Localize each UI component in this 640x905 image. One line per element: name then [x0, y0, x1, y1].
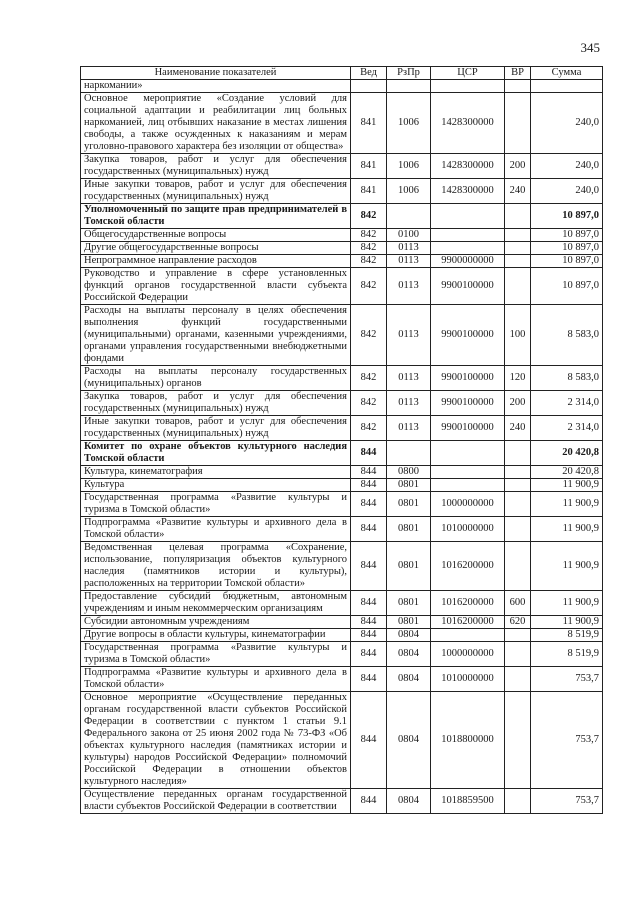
- table-row: [81, 154, 603, 179]
- cell-sum: 753,7: [531, 667, 603, 692]
- cell-name: Расходы на выплаты персоналу государственных (муниципальных) органов: [81, 366, 351, 391]
- cell-ved: 844: [351, 667, 387, 692]
- cell-vr: [505, 93, 531, 154]
- cell-vr: 240: [505, 416, 531, 441]
- page-number: 345: [580, 40, 600, 55]
- header-rzpr: РзПр: [387, 67, 431, 80]
- cell-name: Государственная программа «Развитие культуры и туризма в Томской области»: [81, 492, 351, 517]
- table-row: [81, 692, 603, 789]
- cell-vr: [505, 642, 531, 667]
- cell-csr: [431, 229, 505, 242]
- cell-sum: 11 900,9: [531, 492, 603, 517]
- cell-name: Уполномоченный по защите прав предпринимателей в Томской области: [81, 204, 351, 229]
- cell-vr: [505, 268, 531, 305]
- cell-csr: 9900100000: [431, 366, 505, 391]
- cell-sum: 8 519,9: [531, 629, 603, 642]
- cell-vr: [505, 242, 531, 255]
- cell-name: Непрограммное направление расходов: [81, 255, 351, 268]
- cell-name: Ведомственная целевая программа «Сохранение, использование, популяризация объектов культурного наследия (памятников истории и культуры), расположенных на территории Томской области»: [81, 542, 351, 591]
- table-row: [81, 255, 603, 268]
- cell-rzpr: 0113: [387, 242, 431, 255]
- table-row: [81, 591, 603, 616]
- table-header-row: [81, 67, 603, 80]
- cell-sum: 240,0: [531, 154, 603, 179]
- cell-rzpr: 0804: [387, 789, 431, 814]
- table-row: [81, 305, 603, 366]
- cell-rzpr: 0801: [387, 479, 431, 492]
- cell-csr: 1018859500: [431, 789, 505, 814]
- cell-vr: 620: [505, 616, 531, 629]
- cell-ved: 844: [351, 441, 387, 466]
- cell-csr: 9900100000: [431, 391, 505, 416]
- cell-rzpr: 0113: [387, 255, 431, 268]
- table-row: [81, 479, 603, 492]
- cell-name: Культура: [81, 479, 351, 492]
- cell-ved: 844: [351, 466, 387, 479]
- cell-csr: 9900000000: [431, 255, 505, 268]
- cell-ved: 844: [351, 591, 387, 616]
- cell-name: наркомании»: [81, 80, 351, 93]
- cell-csr: [431, 629, 505, 642]
- cell-sum: 10 897,0: [531, 255, 603, 268]
- table-row: [81, 268, 603, 305]
- cell-vr: [505, 517, 531, 542]
- cell-name: Иные закупки товаров, работ и услуг для обеспечения государственных (муниципальных) нужд: [81, 179, 351, 204]
- cell-ved: 841: [351, 179, 387, 204]
- cell-rzpr: 0801: [387, 492, 431, 517]
- cell-ved: 842: [351, 255, 387, 268]
- cell-csr: 1016200000: [431, 591, 505, 616]
- cell-sum: 11 900,9: [531, 591, 603, 616]
- cell-sum: 20 420,8: [531, 466, 603, 479]
- cell-ved: 842: [351, 268, 387, 305]
- cell-vr: [505, 789, 531, 814]
- cell-vr: 200: [505, 154, 531, 179]
- cell-ved: 844: [351, 789, 387, 814]
- cell-vr: [505, 667, 531, 692]
- cell-csr: [431, 479, 505, 492]
- cell-sum: 8 583,0: [531, 305, 603, 366]
- cell-ved: 844: [351, 479, 387, 492]
- cell-csr: 1016200000: [431, 542, 505, 591]
- cell-sum: 10 897,0: [531, 204, 603, 229]
- table-row: [81, 366, 603, 391]
- cell-name: Предоставление субсидий бюджетным, автономным учреждениям и иным некоммерческим организациям: [81, 591, 351, 616]
- cell-rzpr: 0801: [387, 517, 431, 542]
- cell-sum: 240,0: [531, 93, 603, 154]
- cell-vr: [505, 542, 531, 591]
- table-row: [81, 204, 603, 229]
- table-row: [81, 642, 603, 667]
- cell-ved: 844: [351, 492, 387, 517]
- cell-sum: 10 897,0: [531, 268, 603, 305]
- cell-vr: [505, 441, 531, 466]
- table-row: [81, 93, 603, 154]
- table-row: [81, 416, 603, 441]
- cell-rzpr: 0100: [387, 229, 431, 242]
- header-csr: ЦСР: [431, 67, 505, 80]
- cell-name: Культура, кинематография: [81, 466, 351, 479]
- cell-csr: 1010000000: [431, 517, 505, 542]
- cell-sum: 10 897,0: [531, 229, 603, 242]
- cell-vr: 600: [505, 591, 531, 616]
- cell-sum: 20 420,8: [531, 441, 603, 466]
- cell-vr: [505, 466, 531, 479]
- cell-name: Основное мероприятие «Создание условий для социальной адаптации и реабилитации лиц больных наркоманией, лиц отбывших наказание в местах лишения свободы, а также осужденных к наказаниям и мерам уголовно-правового характера без изоляции от общества»: [81, 93, 351, 154]
- cell-ved: 841: [351, 154, 387, 179]
- cell-csr: 1000000000: [431, 642, 505, 667]
- cell-sum: 11 900,9: [531, 479, 603, 492]
- cell-ved: [351, 80, 387, 93]
- cell-rzpr: 1006: [387, 179, 431, 204]
- budget-table: [80, 66, 603, 814]
- cell-ved: 842: [351, 366, 387, 391]
- cell-sum: 753,7: [531, 692, 603, 789]
- header-ved: Вед: [351, 67, 387, 80]
- cell-name: Расходы на выплаты персоналу в целях обеспечения выполнения функций государственными (муниципальными) органами, казенными учреждениями, органами управления государственными внебюджетными фондами: [81, 305, 351, 366]
- cell-sum: 8 583,0: [531, 366, 603, 391]
- cell-ved: 842: [351, 391, 387, 416]
- cell-rzpr: [387, 80, 431, 93]
- cell-rzpr: 1006: [387, 93, 431, 154]
- cell-sum: 11 900,9: [531, 542, 603, 591]
- cell-ved: 841: [351, 93, 387, 154]
- cell-rzpr: [387, 441, 431, 466]
- cell-vr: [505, 629, 531, 642]
- cell-csr: 1000000000: [431, 492, 505, 517]
- table-row: [81, 667, 603, 692]
- cell-rzpr: 0801: [387, 591, 431, 616]
- cell-name: Закупка товаров, работ и услуг для обеспечения государственных (муниципальных) нужд: [81, 154, 351, 179]
- header-name: Наименование показателей: [81, 67, 351, 80]
- cell-sum: [531, 80, 603, 93]
- cell-name: Осуществление переданных органам государственной власти субъектов Российской Федерации в соответствии: [81, 789, 351, 814]
- cell-name: Руководство и управление в сфере установленных функций органов государственной власти субъекта Российской Федерации: [81, 268, 351, 305]
- table-row: [81, 391, 603, 416]
- cell-name: Другие общегосударственные вопросы: [81, 242, 351, 255]
- cell-csr: [431, 204, 505, 229]
- cell-csr: 1010000000: [431, 667, 505, 692]
- cell-name: Субсидии автономным учреждениям: [81, 616, 351, 629]
- cell-name: Общегосударственные вопросы: [81, 229, 351, 242]
- table-row: [81, 542, 603, 591]
- cell-name: Государственная программа «Развитие культуры и туризма в Томской области»: [81, 642, 351, 667]
- cell-csr: 1428300000: [431, 93, 505, 154]
- cell-sum: 2 314,0: [531, 391, 603, 416]
- cell-name: Подпрограмма «Развитие культуры и архивного дела в Томской области»: [81, 517, 351, 542]
- cell-rzpr: 0800: [387, 466, 431, 479]
- cell-csr: [431, 441, 505, 466]
- cell-csr: [431, 466, 505, 479]
- cell-name: Комитет по охране объектов культурного наследия Томской области: [81, 441, 351, 466]
- cell-rzpr: 1006: [387, 154, 431, 179]
- table-row: [81, 80, 603, 93]
- cell-csr: 9900100000: [431, 305, 505, 366]
- cell-vr: [505, 80, 531, 93]
- cell-csr: 1016200000: [431, 616, 505, 629]
- cell-rzpr: 0113: [387, 391, 431, 416]
- cell-name: Основное мероприятие «Осуществление переданных органам государственной власти субъектов Российской Федерации в соответствии с пунктом 1 статьи 9.1 Федерального закона от 25 июня 2002 года № 73-ФЗ «Об объектах культурного наследия (памятниках истории и культуры) народов Российской Федерации» полномочий Российской Федерации в отношении объектов культурного наследия»: [81, 692, 351, 789]
- cell-rzpr: 0113: [387, 305, 431, 366]
- cell-sum: 11 900,9: [531, 616, 603, 629]
- cell-sum: 2 314,0: [531, 416, 603, 441]
- cell-vr: [505, 204, 531, 229]
- table-body: [81, 80, 603, 814]
- cell-sum: 10 897,0: [531, 242, 603, 255]
- cell-rzpr: 0804: [387, 629, 431, 642]
- cell-ved: 844: [351, 616, 387, 629]
- cell-csr: [431, 242, 505, 255]
- cell-rzpr: [387, 204, 431, 229]
- cell-vr: [505, 692, 531, 789]
- header-sum: Сумма: [531, 67, 603, 80]
- cell-ved: 842: [351, 305, 387, 366]
- cell-rzpr: 0113: [387, 366, 431, 391]
- cell-rzpr: 0804: [387, 692, 431, 789]
- cell-sum: 753,7: [531, 789, 603, 814]
- table-row: [81, 517, 603, 542]
- cell-vr: [505, 229, 531, 242]
- cell-csr: 1428300000: [431, 154, 505, 179]
- cell-name: Подпрограмма «Развитие культуры и архивного дела в Томской области»: [81, 667, 351, 692]
- table-row: [81, 616, 603, 629]
- cell-ved: 842: [351, 229, 387, 242]
- cell-csr: 1018800000: [431, 692, 505, 789]
- table-row: [81, 229, 603, 242]
- cell-csr: [431, 80, 505, 93]
- cell-ved: 844: [351, 629, 387, 642]
- cell-vr: 120: [505, 366, 531, 391]
- cell-name: Иные закупки товаров, работ и услуг для обеспечения государственных (муниципальных) нужд: [81, 416, 351, 441]
- cell-sum: 8 519,9: [531, 642, 603, 667]
- cell-vr: 100: [505, 305, 531, 366]
- cell-sum: 240,0: [531, 179, 603, 204]
- cell-vr: [505, 255, 531, 268]
- cell-rzpr: 0804: [387, 642, 431, 667]
- cell-sum: 11 900,9: [531, 517, 603, 542]
- header-vr: ВР: [505, 67, 531, 80]
- cell-rzpr: 0113: [387, 416, 431, 441]
- table-row: [81, 441, 603, 466]
- cell-vr: [505, 479, 531, 492]
- cell-csr: 9900100000: [431, 416, 505, 441]
- table-row: [81, 492, 603, 517]
- cell-vr: 200: [505, 391, 531, 416]
- cell-ved: 844: [351, 542, 387, 591]
- cell-vr: 240: [505, 179, 531, 204]
- cell-csr: 1428300000: [431, 179, 505, 204]
- cell-rzpr: 0113: [387, 268, 431, 305]
- cell-rzpr: 0801: [387, 542, 431, 591]
- cell-rzpr: 0804: [387, 667, 431, 692]
- table-row: [81, 466, 603, 479]
- cell-ved: 844: [351, 517, 387, 542]
- cell-rzpr: 0801: [387, 616, 431, 629]
- cell-ved: 844: [351, 642, 387, 667]
- cell-ved: 844: [351, 692, 387, 789]
- table-row: [81, 629, 603, 642]
- cell-vr: [505, 492, 531, 517]
- table-row: [81, 789, 603, 814]
- cell-name: Другие вопросы в области культуры, кинематографии: [81, 629, 351, 642]
- table-row: [81, 179, 603, 204]
- cell-ved: 842: [351, 242, 387, 255]
- cell-csr: 9900100000: [431, 268, 505, 305]
- table-row: [81, 242, 603, 255]
- cell-name: Закупка товаров, работ и услуг для обеспечения государственных (муниципальных) нужд: [81, 391, 351, 416]
- cell-ved: 842: [351, 416, 387, 441]
- cell-ved: 842: [351, 204, 387, 229]
